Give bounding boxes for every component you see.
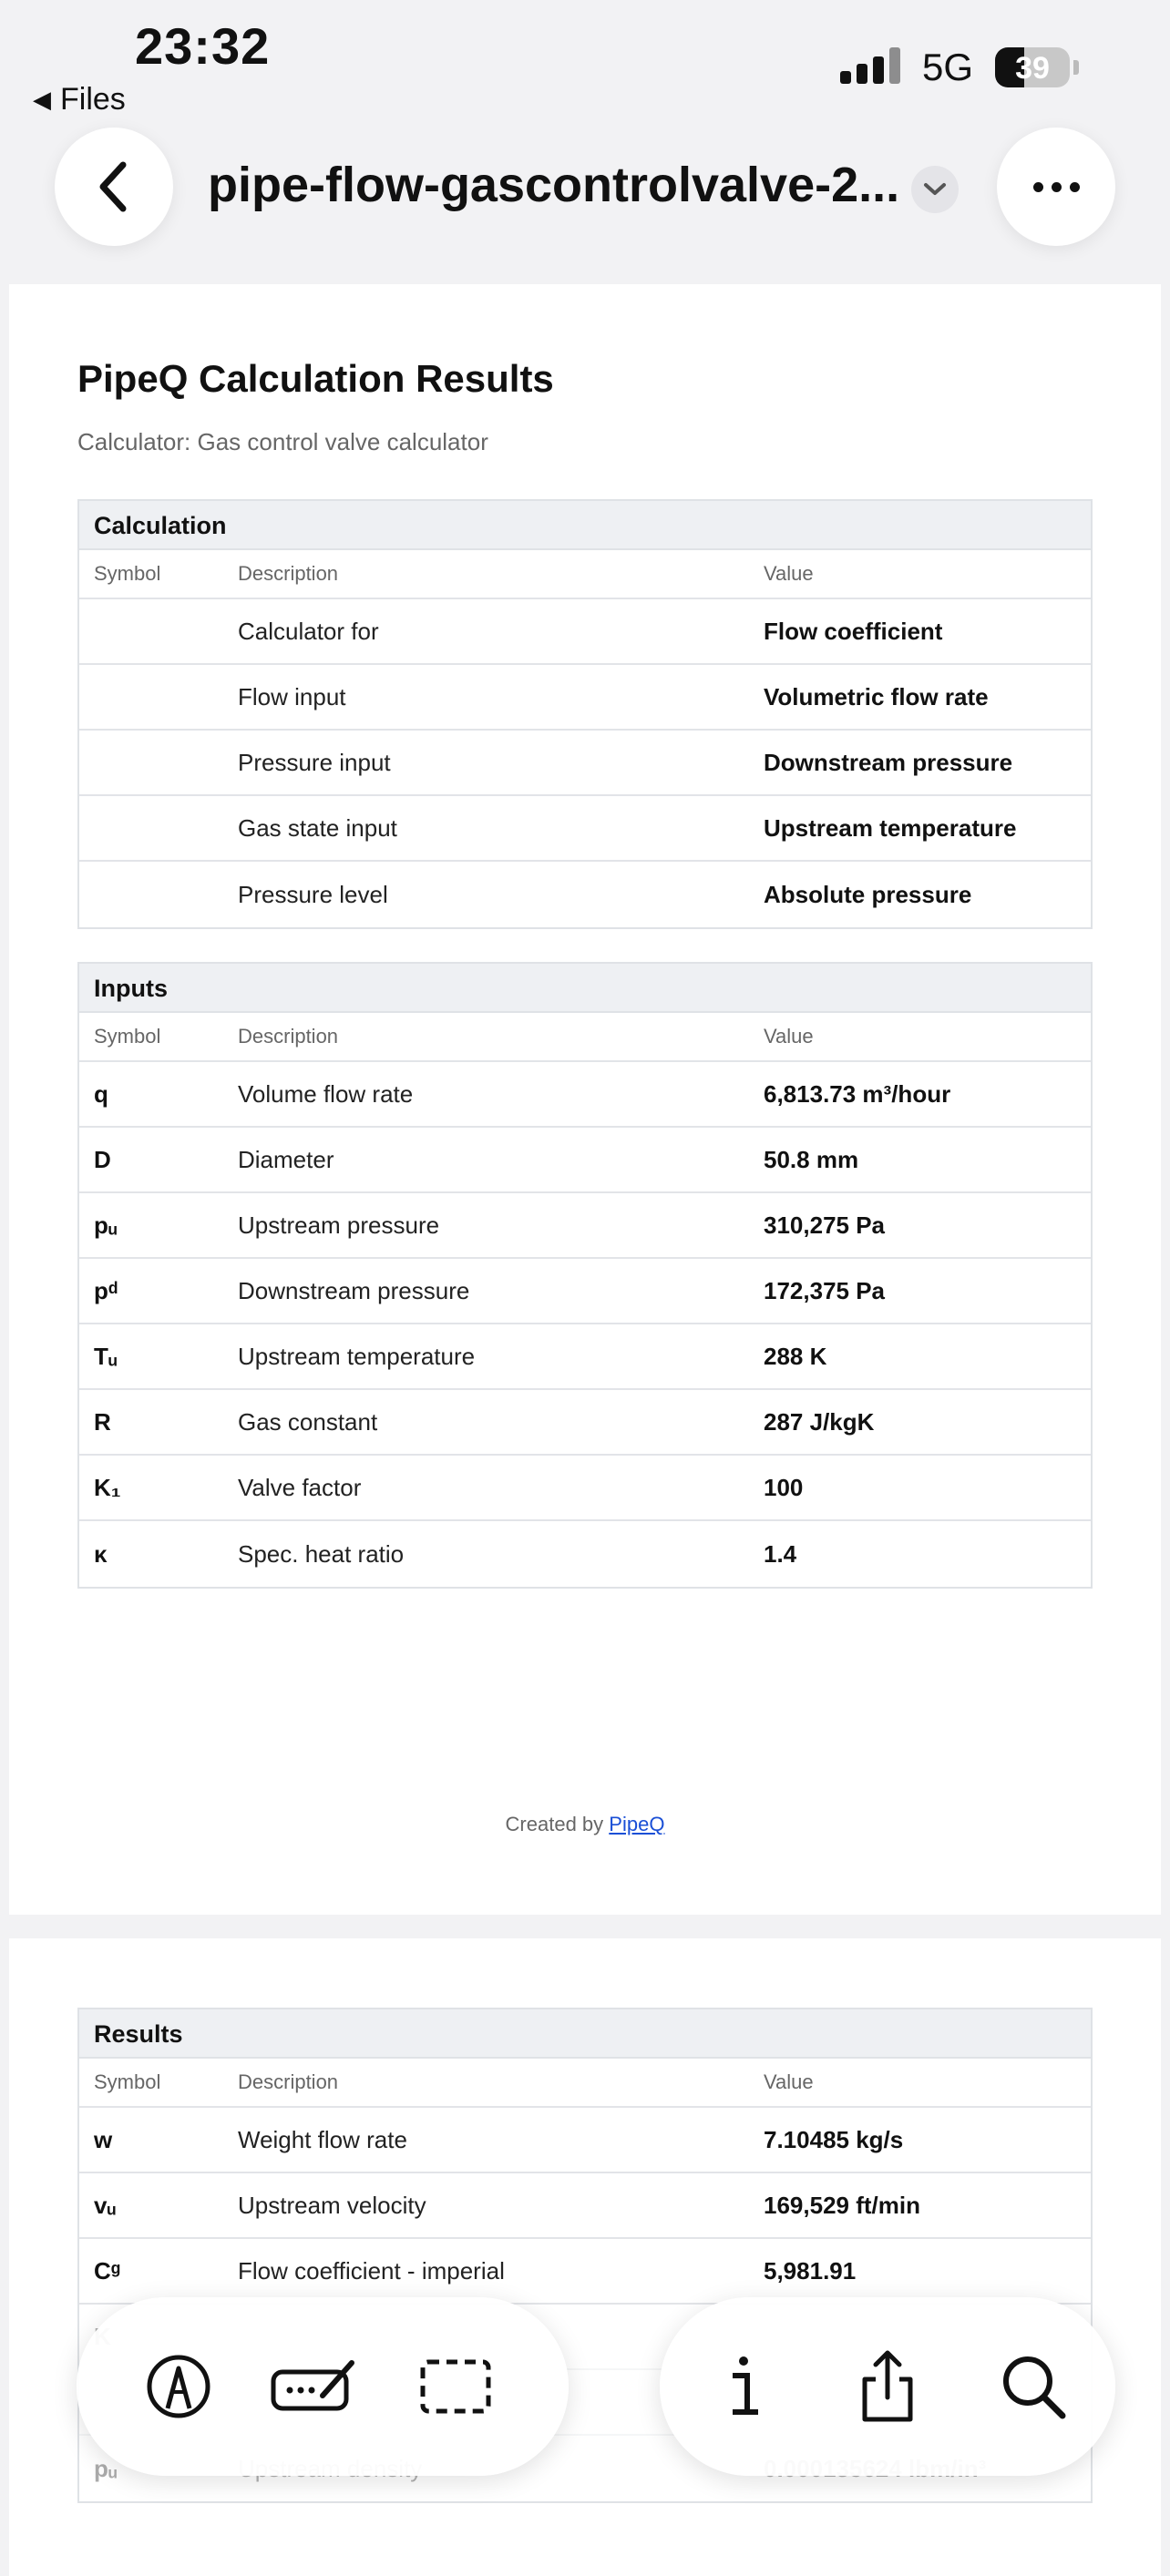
document-title[interactable]: pipe-flow-gascontrolvalve-2...: [208, 158, 900, 212]
row-value: Upstream temperature: [764, 813, 1017, 842]
battery-icon: [995, 47, 1070, 87]
row-value: 169,529 ft/min: [764, 2191, 920, 2219]
row-value: Volumetric flow rate: [764, 682, 989, 710]
status-time: 23:32: [135, 17, 271, 75]
footer-prefix: Created by: [505, 1813, 610, 1835]
row-description: Downstream pressure: [238, 1276, 470, 1304]
row-value: 172,375 Pa: [764, 1276, 886, 1304]
battery-cap: [1073, 60, 1079, 75]
chevron-down-icon: [922, 181, 948, 198]
network-type: 5G: [922, 46, 974, 88]
table-row: [79, 1521, 1091, 1587]
share-button[interactable]: [842, 2341, 933, 2432]
inputs-heading: Inputs: [79, 964, 1091, 1013]
row-description: Spec. heat ratio: [238, 1539, 405, 1568]
row-description: Flow coefficient - imperial: [238, 2256, 505, 2285]
row-value: Flow coefficient: [764, 617, 943, 645]
col-value: Value: [764, 562, 814, 585]
results-heading: Results: [79, 2009, 1091, 2059]
table-row: [79, 599, 1091, 665]
col-value: Value: [764, 2070, 814, 2093]
ellipsis-icon: [1033, 182, 1080, 192]
markup-toolbar: [77, 2297, 569, 2476]
col-description: Description: [238, 1025, 339, 1048]
table-header-row: [79, 550, 1091, 599]
row-description: Gas constant: [238, 1407, 378, 1436]
back-app-label: Files: [60, 82, 126, 117]
table-row: [79, 1456, 1091, 1521]
table-row: [79, 2108, 1091, 2173]
markup-button[interactable]: [133, 2341, 224, 2432]
row-description: Valve factor: [238, 1473, 362, 1501]
row-value: 100: [764, 1473, 804, 1501]
back-button[interactable]: [55, 128, 173, 246]
row-symbol: pᵤ: [94, 2454, 118, 2482]
back-triangle-icon: ◀: [33, 86, 51, 113]
table-row: [79, 1193, 1091, 1259]
status-bar: [0, 0, 1170, 118]
pdf-page-1[interactable]: [9, 284, 1161, 1915]
row-symbol: w: [94, 2125, 113, 2153]
search-icon: [997, 2350, 1070, 2423]
row-value: Downstream pressure: [764, 748, 1013, 776]
table-row: [79, 2173, 1091, 2239]
more-button[interactable]: [997, 128, 1115, 246]
inputs-table: [77, 962, 1093, 1589]
selection-icon: [417, 2355, 494, 2418]
row-description: Volume flow rate: [238, 1079, 414, 1108]
col-symbol: Symbol: [94, 2070, 161, 2093]
report-title: PipeQ Calculation Results: [77, 357, 554, 400]
col-symbol: Symbol: [94, 1025, 161, 1048]
row-symbol: K₁: [94, 1473, 121, 1501]
row-value: 5,981.91: [764, 2256, 857, 2285]
cellular-signal-icon: [840, 47, 900, 84]
signature-icon: [268, 2350, 359, 2423]
chevron-left-icon: [96, 159, 132, 214]
back-to-files-link[interactable]: [33, 82, 126, 118]
info-icon: [716, 2350, 771, 2423]
row-description: Diameter: [238, 1145, 334, 1173]
search-button[interactable]: [988, 2341, 1079, 2432]
row-symbol: q: [94, 1079, 108, 1108]
table-row: [79, 862, 1091, 927]
document-nav-bar: [0, 128, 1170, 255]
table-row: [79, 1259, 1091, 1324]
col-description: Description: [238, 562, 339, 585]
battery-level: 39: [1015, 51, 1050, 86]
table-row: [79, 796, 1091, 862]
row-description: Upstream pressure: [238, 1211, 440, 1239]
info-button[interactable]: [698, 2341, 789, 2432]
table-row: [79, 1390, 1091, 1456]
table-row: [79, 665, 1091, 731]
document-toolbar: [660, 2297, 1115, 2476]
table-row: [79, 2239, 1091, 2305]
row-symbol: Cᵍ: [94, 2256, 120, 2285]
table-header-row: [79, 2059, 1091, 2108]
row-value: 288 K: [764, 1342, 827, 1370]
row-symbol: κ: [94, 1539, 108, 1568]
col-symbol: Symbol: [94, 562, 161, 585]
table-row: [79, 1062, 1091, 1128]
row-description: Calculator for: [238, 617, 379, 645]
table-row: [79, 1324, 1091, 1390]
calculation-heading: Calculation: [79, 501, 1091, 550]
row-description: Upstream velocity: [238, 2191, 426, 2219]
row-value: 6,813.73 m³/hour: [764, 1079, 951, 1108]
row-value: 50.8 mm: [764, 1145, 859, 1173]
row-symbol: pᵤ: [94, 1211, 118, 1239]
calculation-table: [77, 499, 1093, 929]
col-value: Value: [764, 1025, 814, 1048]
row-description: Flow input: [238, 682, 346, 710]
row-value: 310,275 Pa: [764, 1211, 886, 1239]
share-icon: [856, 2348, 919, 2425]
row-symbol: vᵤ: [94, 2191, 117, 2219]
row-description: Weight flow rate: [238, 2125, 407, 2153]
row-description: Upstream temperature: [238, 1342, 476, 1370]
row-value: 287 J/kgK: [764, 1407, 875, 1436]
row-value: 7.10485 kg/s: [764, 2125, 904, 2153]
table-header-row: [79, 1013, 1091, 1062]
row-symbol: R: [94, 1407, 111, 1436]
row-description: Pressure level: [238, 880, 388, 908]
row-value: 1.4: [764, 1539, 797, 1568]
row-symbol: Tᵤ: [94, 1342, 118, 1370]
pipeq-link[interactable]: PipeQ: [609, 1813, 665, 1835]
row-value: Absolute pressure: [764, 880, 972, 908]
markup-icon: [142, 2350, 215, 2423]
pdf-page-2[interactable]: [9, 1938, 1161, 2576]
selection-button[interactable]: [410, 2341, 501, 2432]
title-menu-button[interactable]: [911, 166, 959, 213]
created-by-footer: [9, 1813, 1161, 1836]
col-description: Description: [238, 2070, 339, 2093]
row-symbol: pᵈ: [94, 1276, 118, 1304]
table-row: [79, 731, 1091, 796]
signature-button[interactable]: [268, 2341, 359, 2432]
calculator-name: Calculator: Gas control valve calculator: [77, 428, 488, 455]
row-description: Pressure input: [238, 748, 391, 776]
row-symbol: D: [94, 1145, 111, 1173]
row-description: Gas state input: [238, 813, 397, 842]
table-row: [79, 1128, 1091, 1193]
